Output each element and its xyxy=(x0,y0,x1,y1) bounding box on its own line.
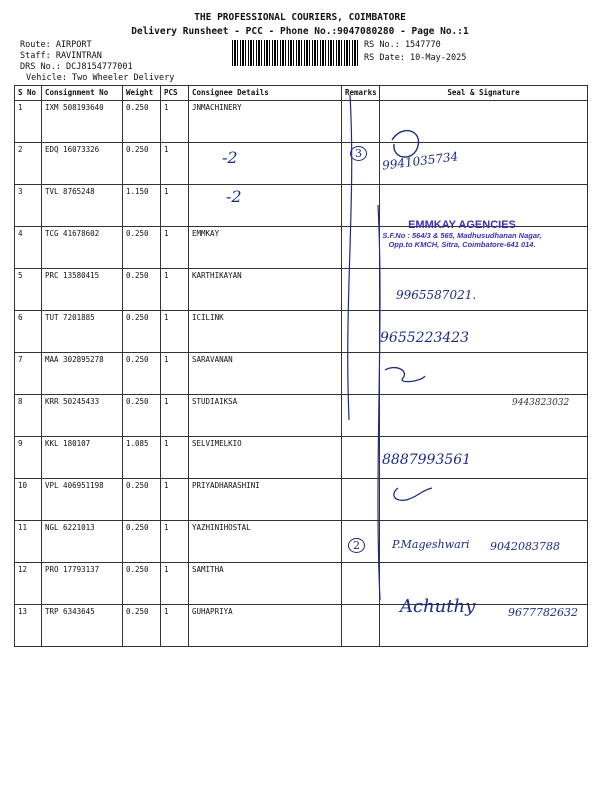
col-remarks: Remarks xyxy=(342,86,380,101)
sno-cell: 5 xyxy=(15,269,42,311)
consignee-cell: STUDIAIKSA xyxy=(189,395,342,437)
consignment-cell: KKL 180107 xyxy=(42,437,123,479)
col-weight: Weight xyxy=(123,86,161,101)
sno-cell: 9 xyxy=(15,437,42,479)
consignee-cell: JNMACHINERY xyxy=(189,101,342,143)
sno-cell: 13 xyxy=(15,605,42,647)
handwritten-dash-3: -2 xyxy=(226,187,242,206)
col-sno: S No xyxy=(15,86,42,101)
row10-scribble xyxy=(394,488,432,500)
consignee-cell: SARAVANAN xyxy=(189,353,342,395)
weight-cell: 0.250 xyxy=(123,521,161,563)
remark-circle-3: 3 xyxy=(350,146,367,161)
weight-cell: 0.250 xyxy=(123,353,161,395)
pcs-cell: 1 xyxy=(161,101,189,143)
weight-cell: 0.250 xyxy=(123,269,161,311)
consignment-cell: TVL 8765248 xyxy=(42,185,123,227)
consignment-cell: TUT 7201885 xyxy=(42,311,123,353)
col-pcs: PCS xyxy=(161,86,189,101)
consignee-cell: EMMKAY xyxy=(189,227,342,269)
pcs-cell: 1 xyxy=(161,395,189,437)
consignment-cell: VPL 406951198 xyxy=(42,479,123,521)
pcs-cell: 1 xyxy=(161,563,189,605)
row2-scribble xyxy=(392,131,419,157)
col-consignee: Consignee Details xyxy=(189,86,342,101)
sno-cell: 1 xyxy=(15,101,42,143)
weight-cell: 0.250 xyxy=(123,605,161,647)
consignment-cell: KRR 50245433 xyxy=(42,395,123,437)
col-signature: Seal & Signature xyxy=(380,86,588,101)
runsheet-subtitle: Delivery Runsheet - PCC - Phone No.:9047080280 - Page No.:1 xyxy=(131,26,469,37)
sno-cell: 7 xyxy=(15,353,42,395)
row8-scribble xyxy=(385,368,425,382)
staff-field: Staff: RAVINTRAN xyxy=(20,51,102,61)
phone-note-4: 9443823032 xyxy=(512,398,570,408)
pcs-cell: 1 xyxy=(161,185,189,227)
sno-cell: 11 xyxy=(15,521,42,563)
phone-note-1: 9941035734 xyxy=(381,149,459,173)
weight-cell: 0.250 xyxy=(123,563,161,605)
rs-date-field: RS Date: 10-May-2025 xyxy=(364,53,467,63)
phone-note-3: 9655223423 xyxy=(380,330,470,346)
consignment-cell: NGL 6221013 xyxy=(42,521,123,563)
sno-cell: 2 xyxy=(15,143,42,185)
consignment-cell: EDQ 16073326 xyxy=(42,143,123,185)
weight-cell: 0.250 xyxy=(123,101,161,143)
sno-cell: 10 xyxy=(15,479,42,521)
consignment-cell: TCG 41678602 xyxy=(42,227,123,269)
vehicle-field: Vehicle: Two Wheeler Delivery xyxy=(26,73,175,83)
weight-cell: 1.085 xyxy=(123,437,161,479)
signature-mageshwari: P.Mageshwari xyxy=(392,538,470,551)
consignment-cell: PRC 13580415 xyxy=(42,269,123,311)
consignee-cell: ICILINK xyxy=(189,311,342,353)
pcs-cell: 1 xyxy=(161,311,189,353)
sno-cell: 6 xyxy=(15,311,42,353)
consignee-cell: PRIYADHARASHINI xyxy=(189,479,342,521)
handwritten-dash-2: -2 xyxy=(222,148,238,167)
consignment-cell: PRO 17793137 xyxy=(42,563,123,605)
pcs-cell: 1 xyxy=(161,269,189,311)
company-title: THE PROFESSIONAL COURIERS, COIMBATORE xyxy=(194,12,406,23)
phone-note-7: 9677782632 xyxy=(508,606,578,619)
pcs-cell: 1 xyxy=(161,143,189,185)
phone-note-5: 8887993561 xyxy=(382,452,472,468)
pcs-cell: 1 xyxy=(161,605,189,647)
weight-cell: 0.250 xyxy=(123,227,161,269)
col-consignment: Consignment No xyxy=(42,86,123,101)
remarks-line-stroke xyxy=(348,95,352,420)
weight-cell: 0.250 xyxy=(123,395,161,437)
sno-cell: 12 xyxy=(15,563,42,605)
consignee-cell: SAMITHA xyxy=(189,563,342,605)
consignment-cell: IXM 508193640 xyxy=(42,101,123,143)
pcs-cell: 1 xyxy=(161,521,189,563)
pcs-cell: 1 xyxy=(161,479,189,521)
route-field: Route: AIRPORT xyxy=(20,40,92,50)
pcs-cell: 1 xyxy=(161,227,189,269)
signature-guhapriya: Achuthy xyxy=(400,596,476,617)
rs-no-field: RS No.: 1547770 xyxy=(364,40,441,50)
signature-line-stroke xyxy=(378,205,380,600)
weight-cell: 0.250 xyxy=(123,143,161,185)
sno-cell: 4 xyxy=(15,227,42,269)
sno-cell: 8 xyxy=(15,395,42,437)
drs-no-field: DRS No.: DCJ8154777001 xyxy=(20,62,133,72)
weight-cell: 0.250 xyxy=(123,479,161,521)
weight-cell: 0.250 xyxy=(123,311,161,353)
phone-note-6: 9042083788 xyxy=(490,540,560,553)
emmkay-stamp: EMMKAY AGENCIES S.F.No : 564/3 & 565, Madhusudhanan Nagar, Opp.to KMCH, Sitra, Coimbatore-641 014. xyxy=(382,219,542,249)
sno-cell: 3 xyxy=(15,185,42,227)
consignment-cell: MAA 302895278 xyxy=(42,353,123,395)
consignment-cell: TRP 6343645 xyxy=(42,605,123,647)
consignee-cell: YAZHINIHOSTAL xyxy=(189,521,342,563)
consignee-cell: KARTHIKAYAN xyxy=(189,269,342,311)
weight-cell: 1.150 xyxy=(123,185,161,227)
phone-note-2: 9965587021. xyxy=(396,288,477,302)
pcs-cell: 1 xyxy=(161,437,189,479)
consignee-cell: SELVIMELKIO xyxy=(189,437,342,479)
remark-circle-2: 2 xyxy=(348,538,365,553)
consignee-cell: GUHAPRIYA xyxy=(189,605,342,647)
pcs-cell: 1 xyxy=(161,353,189,395)
